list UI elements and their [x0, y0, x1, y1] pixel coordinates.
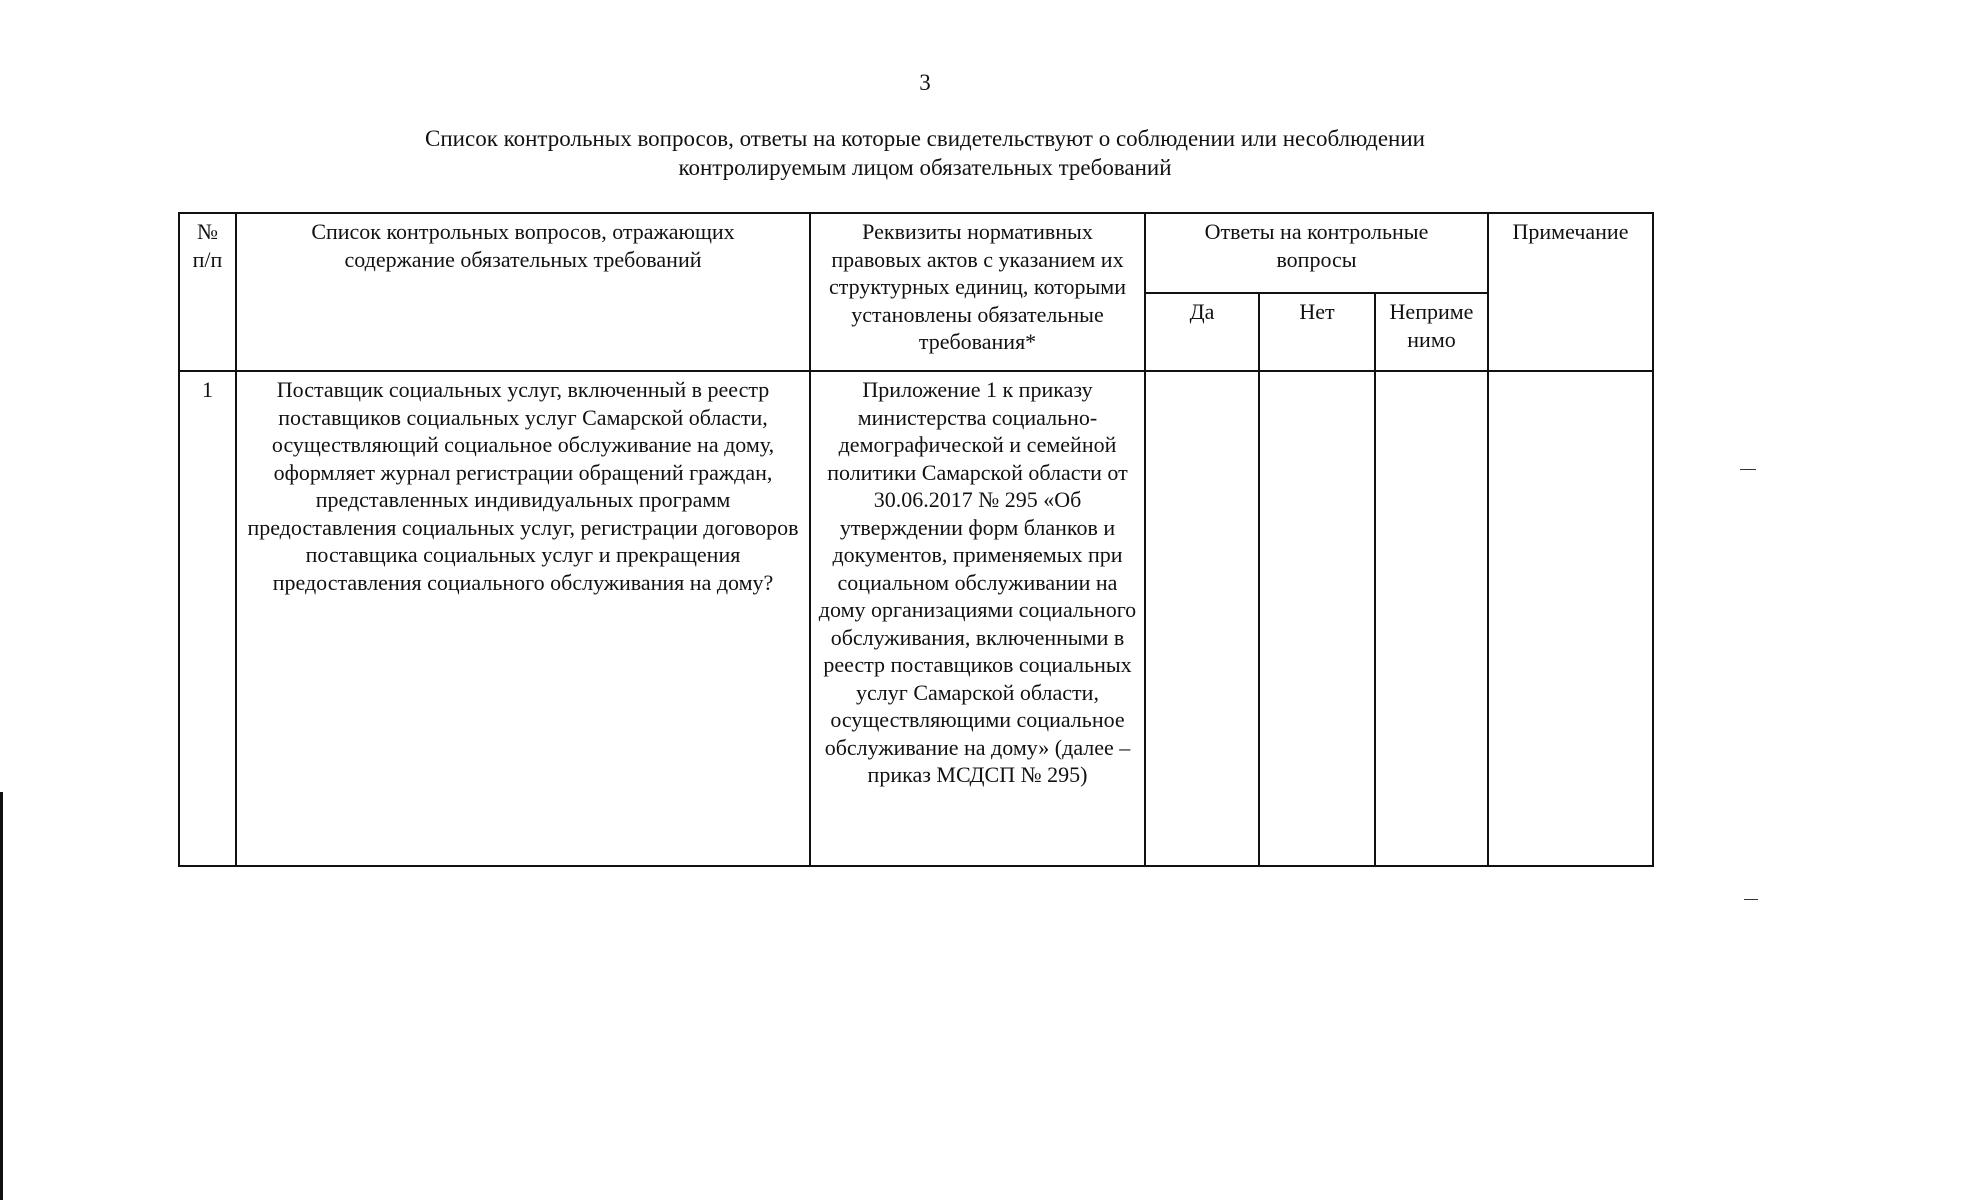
header-note: Примечание: [1488, 213, 1653, 371]
scan-edge-bar: [0, 792, 3, 1200]
header-questions: Список контрольных вопросов, отражающих содержание обязательных требований: [236, 213, 810, 371]
document-title-line-1: Список контрольных вопросов, ответы на которые свидетельствуют о соблюдении или несоблюдении: [425, 126, 1425, 151]
document-title: [180, 124, 1670, 182]
scan-margin-mark: [1740, 469, 1756, 470]
answer-no-cell[interactable]: [1259, 371, 1375, 866]
answer-not-applicable-cell[interactable]: [1375, 371, 1488, 866]
row-question: Поставщик социальных услуг, включенный в реестр поставщиков социальных услуг Самарской области, осуществляющий социальное обслуживание на дому, оформляет журнал регистрации обращений граждан, представленных индивидуальных программ предоставления социальных услуг, регистрации договоров поставщика социальных услуг и прекращения предоставления социального обслуживания на дому?: [236, 371, 810, 866]
document-title-line-2: контролируемым лицом обязательных требований: [678, 155, 1172, 180]
header-no: Нет: [1259, 293, 1375, 371]
page-number: 3: [919, 70, 931, 95]
checklist-table: [178, 212, 1654, 867]
note-cell[interactable]: [1488, 371, 1653, 866]
table-row: [179, 371, 1653, 866]
header-number: № п/п: [179, 213, 236, 371]
scan-margin-mark: [1744, 899, 1758, 900]
row-legal-act: Приложение 1 к приказу министерства социально-демографической и семейной политики Самарской области от 30.06.2017 № 295 «Об утверждении форм бланков и документов, применяемых при социальном обслуживании на дому организациями социального обслуживания, включенными в реестр поставщиков социальных услуг Самарской области, осуществляющими социальное обслуживание на дому» (далее – приказ МСДСП № 295): [810, 371, 1145, 866]
answer-yes-cell[interactable]: [1145, 371, 1259, 866]
header-yes: Да: [1145, 293, 1259, 371]
row-number: 1: [179, 371, 236, 866]
header-legal-acts: Реквизиты нормативных правовых актов с указанием их структурных единиц, которыми установлены обязательные требования*: [810, 213, 1145, 371]
header-not-applicable: Неприменимо: [1375, 293, 1488, 371]
header-answers: Ответы на контрольные вопросы: [1145, 213, 1488, 293]
